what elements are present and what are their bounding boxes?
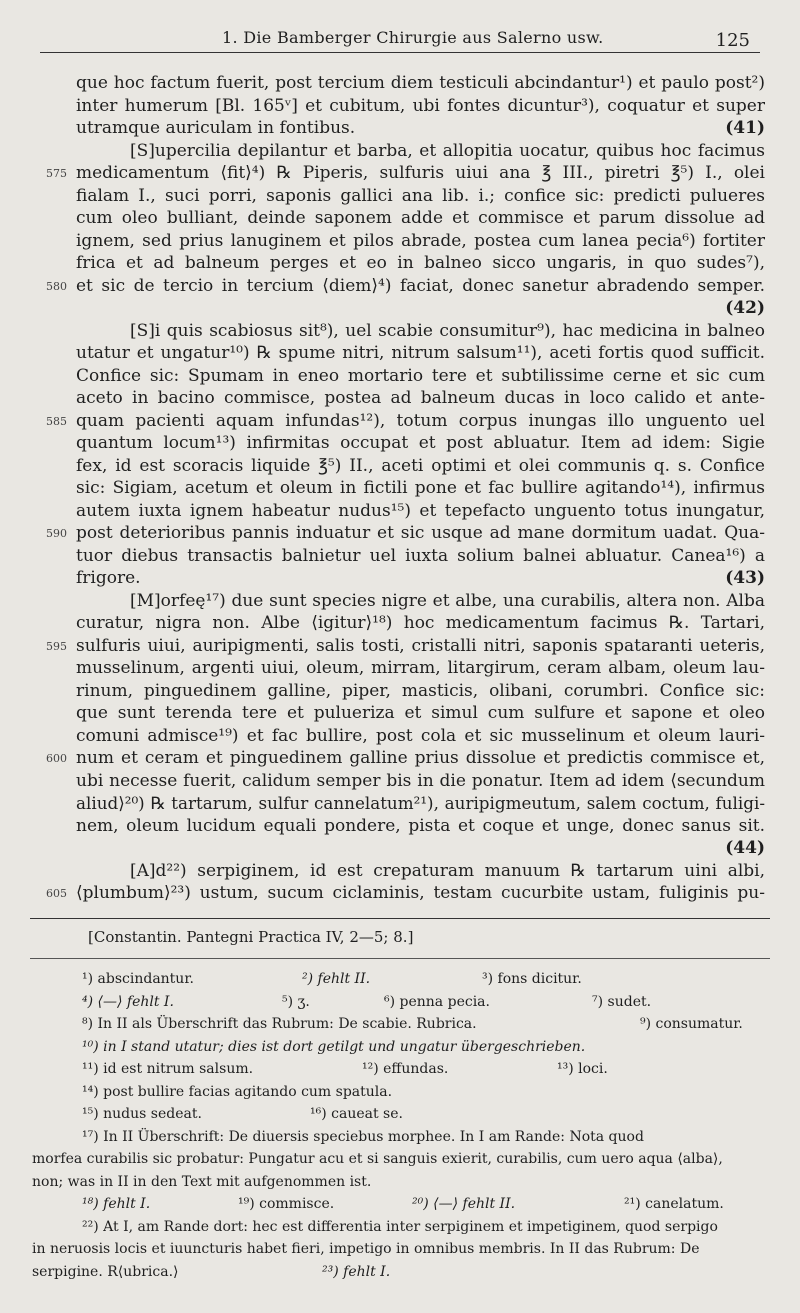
footnote: ⁵) ʒ. (282, 993, 310, 1010)
line-number: 590 (46, 527, 67, 540)
footnote: ¹¹) id est nitrum salsum. (82, 1061, 254, 1077)
text-line-content: medicamentum ⟨fit⟩⁴) ℞ Piperis, sulfuris uiui ana ℥ III., piretri ℥⁵) I., olei (76, 163, 765, 183)
footnote-line (32, 1193, 770, 1216)
text-line: fialam I., suci porri, saponis gallici ana lib. i.; confice sic: predicti pulueres (76, 185, 765, 206)
text-line-content: post deterioribus pannis induatur et sic usque ad mane dormitum uadat. Qua- (76, 523, 765, 543)
footnote: ¹) abscindantur. (82, 971, 194, 987)
text-line-content: frigore. (76, 568, 141, 588)
footnote-line (32, 1013, 770, 1036)
text-line: Confice sic: Spumam in eneo mortario tere et subtilissime cerne et sic cum (76, 365, 765, 386)
footnote-line (32, 1081, 770, 1104)
text-line: fex, id est scoracis liquide ℥⁵) II., aceti optimi et olei communis q. s. Confice (76, 455, 765, 476)
footnote: morfea curabilis sic probatur: Pungatur acu et si sanguis exierit, curabilis, cum uero aqua ⟨alba⟩, (32, 1151, 723, 1167)
footnote: ¹²) effundas. (362, 1061, 449, 1077)
line-number: 585 (46, 414, 67, 428)
text-line: autem iuxta ignem habeatur nudus¹⁵) et tepefacto unguento totus inungatur, (76, 500, 765, 521)
footnote: ⁷) sudet. (592, 993, 652, 1010)
line-number: 600 (46, 752, 67, 765)
footnote: ³) fons dicitur. (482, 971, 582, 987)
text-line: [M]orfeę¹⁷) due sunt species nigre et albe, una curabilis, altera non. Alba (130, 590, 765, 611)
text-line (76, 567, 765, 590)
footnote: ¹⁰) in I stand utatur; dies ist dort getilgt und ungatur übergeschrieben. (82, 1038, 586, 1055)
footnote: ⁶) penna pecia. (384, 993, 490, 1010)
running-title: 1. Die Bamberger Chirurgie aus Salerno usw. (222, 28, 604, 47)
footnote: ²²) At I, am Rande dort: hec est differentia inter serpiginem et impetiginem, quod serpigo (82, 1218, 718, 1235)
footnote-line (32, 1126, 770, 1149)
footnote: ¹⁷) In II Überschrift: De diuersis speciebus morphee. In I am Rande: Nota quod (82, 1128, 644, 1145)
footnote-line (32, 1171, 770, 1194)
footnote-line (32, 1238, 770, 1261)
text-line: inter humerum [Bl. 165ᵛ] et cubitum, ubi fontes dicuntur³), coquatur et super (76, 95, 765, 116)
line-number: 575 (46, 167, 67, 180)
text-line: que sunt terenda tere et pulueriza et simul cum sulfure et sapone et oleo (76, 703, 765, 723)
header-rule (40, 52, 760, 53)
text-line: cum oleo bulliant, deinde saponem adde et commisce et parum dissolue ad (76, 208, 765, 228)
footnote: ²⁰) ⟨—⟩ fehlt II. (412, 1196, 516, 1212)
footnote-line (32, 1148, 770, 1171)
section-number: (42) (725, 298, 765, 318)
text-line: frica et ad balneum perges et eo in balneo sicco ungaris, in quo sudes⁷), (76, 253, 765, 273)
text-line: ignem, sed prius lanuginem et pilos abrade, postea cum lanea pecia⁶) fortiter (76, 230, 765, 251)
text-line: sic: Sigiam, acetum et oleum in fictili pone et fac bullire agitando¹⁴), infirmus (76, 478, 765, 498)
text-line (46, 882, 765, 905)
section-number: (41) (725, 118, 765, 138)
text-line (46, 275, 765, 298)
main-text (46, 72, 765, 905)
text-line: aliud⟩²⁰) ℞ tartarum, sulfur cannelatum²¹), auripigmeutum, salem coctum, fuligi- (76, 793, 765, 813)
text-line (46, 635, 765, 658)
section-number: (44) (725, 838, 765, 858)
page-number: 125 (715, 30, 750, 51)
text-line (76, 117, 765, 140)
text-line: quantum locum¹³) infirmitas occupat et post abluatur. Item ad idem: Sigie (76, 433, 765, 453)
line-number: 580 (46, 279, 67, 293)
line-number: 595 (46, 639, 67, 653)
footnote: ¹⁴) post bullire facias agitando cum spatula. (82, 1083, 393, 1100)
footnote-line (32, 1103, 770, 1126)
footnote-line (32, 1058, 770, 1081)
footnote-rule (30, 918, 770, 919)
footnote: ²) fehlt II. (302, 971, 371, 987)
text-line: [A]d²²) serpiginem, id est crepaturam manuum ℞ tartarum uini albi, (130, 860, 765, 881)
source-reference: [Constantin. Pantegni Practica IV, 2—5; 8.] (88, 928, 414, 946)
footnote: ¹⁸) fehlt I. (82, 1196, 151, 1212)
footnote: serpigine. R⟨ubrica.⟩ (32, 1263, 179, 1280)
text-line: utatur et ungatur¹⁰) ℞ spume nitri, nitrum salsum¹¹), aceti fortis quod sufficit. (76, 343, 765, 363)
footnotes (32, 968, 770, 1283)
text-line: comuni admisce¹⁹) et fac bullire, post cola et sic musselinum et oleum lauri- (76, 725, 765, 746)
text-line: aceto in bacino commisce, postea ad balneum ducas in loco calido et ante- (76, 388, 765, 408)
footnote-line (32, 1216, 770, 1239)
footnote-rule (30, 958, 770, 959)
text-line: tuor diebus transactis balnietur uel iuxta solium balnei abluatur. Canea¹⁶) a (76, 545, 765, 566)
footnote-line (32, 968, 770, 991)
footnote-line (32, 1261, 770, 1284)
text-line-content: ⟨plumbum⟩²³) ustum, sucum ciclaminis, testam cucurbite ustam, fuliginis pu- (76, 883, 765, 903)
text-line: [S]i quis scabiosus sit⁸), uel scabie consumitur⁹), hac medicina in balneo (130, 320, 765, 341)
footnote-line (32, 991, 770, 1014)
footnote-line (32, 1036, 770, 1059)
text-line: que hoc factum fuerit, post tercium diem testiculi abcindantur¹) et paulo post²) (76, 73, 765, 93)
footnote: ¹⁶) caueat se. (310, 1106, 403, 1122)
footnote: ⁸) In II als Überschrift das Rubrum: De scabie. Rubrica. (82, 1016, 477, 1032)
footnote: ⁹) consumatur. (640, 1016, 743, 1032)
footnote: ⁴) ⟨—⟩ fehlt I. (82, 993, 174, 1010)
running-header (40, 22, 760, 52)
text-line-content: et sic de tercio in tercium ⟨diem⟩⁴) faciat, donec sanetur abradendo semper. (76, 275, 765, 296)
text-line: musselinum, argenti uiui, oleum, mirram, litargirum, ceram albam, oleum lau- (76, 658, 765, 678)
text-line-content: utramque auriculam in fontibus. (76, 118, 356, 138)
text-line: ubi necesse fuerit, calidum semper bis in die ponatur. Item ad idem ⟨secundum (76, 770, 765, 791)
text-line-content: sulfuris uiui, auripigmenti, salis tosti, cristalli nitri, saponis spataranti ueteris, (76, 635, 765, 656)
footnote: in neruosis locis et iuuncturis habet fieri, impetigo in omnibus membris. In II das Rubrum: De (32, 1241, 700, 1257)
line-number: 605 (46, 887, 67, 900)
text-line-content: num et ceram et pinguedinem galline prius dissolue et predictis commisce et, (76, 748, 765, 768)
section-number: (43) (725, 568, 765, 588)
footnote: non; was in II in den Text mit aufgenommen ist. (32, 1173, 372, 1190)
text-line: curatur, nigra non. Albe ⟨igitur⟩¹⁸) hoc medicamentum facimus ℞. Tartari, (76, 613, 765, 633)
footnote: ¹⁹) commisce. (238, 1196, 335, 1212)
text-line (46, 522, 765, 545)
text-line (46, 747, 765, 770)
text-line-content: quam pacienti aquam infundas¹²), totum corpus inungas illo unguento uel (76, 410, 765, 431)
footnote: ²¹) canelatum. (624, 1196, 724, 1212)
text-line (46, 162, 765, 185)
footnote: ¹³) loci. (557, 1061, 608, 1077)
text-line: rinum, pinguedinem galline, piper, masticis, olibani, corumbri. Confice sic: (76, 680, 765, 701)
text-line (46, 410, 765, 433)
text-line: nem, oleum lucidum equali pondere, pista et coque et unge, donec sanus sit. (76, 815, 765, 836)
footnote: ¹⁵) nudus sedeat. (82, 1106, 202, 1122)
footnote: ²³) fehlt I. (322, 1263, 391, 1280)
text-line: [S]upercilia depilantur et barba, et allopitia uocatur, quibus hoc facimus (130, 140, 765, 161)
